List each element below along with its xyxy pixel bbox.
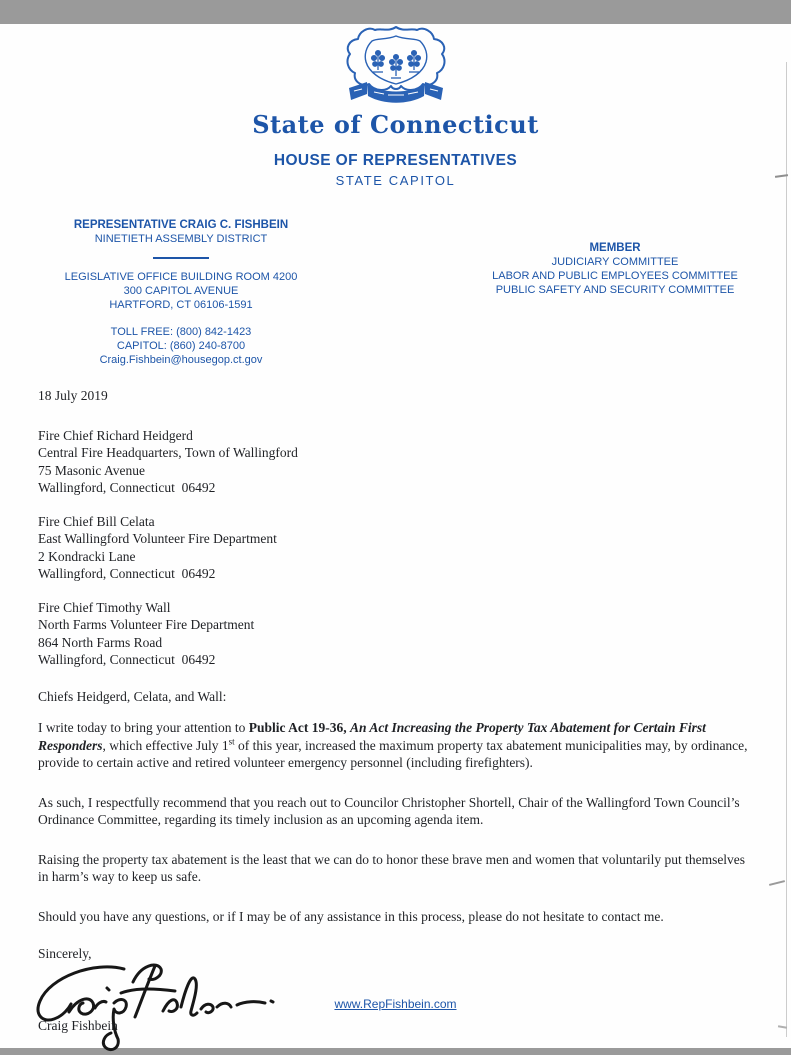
office-address-line: 300 CAPITOL AVENUE <box>123 285 239 297</box>
scan-edge-line <box>786 62 787 1037</box>
recipient-line: Wallingford, Connecticut 06492 <box>38 480 216 495</box>
committee-block <box>465 218 765 367</box>
recipient-line: 2 Kondracki Lane <box>38 548 136 564</box>
email-address: Craig.Fishbein@housegop.ct.gov <box>99 354 263 366</box>
salutation: Chiefs Heidgerd, Celata, and Wall: <box>38 688 227 704</box>
assembly-district: NINETIETH ASSEMBLY DISTRICT <box>94 233 268 245</box>
recipient-line: Wallingford, Connecticut 06492 <box>38 566 216 581</box>
typed-signature-name: Craig Fishbein <box>38 1017 118 1033</box>
recipient-line: Central Fire Headquarters, Town of Wallingford <box>38 445 298 460</box>
closing: Sincerely, <box>38 946 92 961</box>
phone-line: TOLL FREE: (800) 842-1423 <box>110 326 252 338</box>
scan-mark <box>778 1025 787 1029</box>
paragraph-text: of this year, increased the maximum property tax abatement municipalities may, by ordinance, provide to certain active and retired volunteer emergency personnel (including firefighters). <box>38 737 748 770</box>
recipient-block <box>38 513 755 583</box>
recipient-line: North Farms Volunteer Fire Department <box>38 617 255 632</box>
paragraph-text: I write today to bring your attention to <box>38 720 249 735</box>
representative-block <box>26 218 336 367</box>
scan-mark <box>769 880 785 886</box>
recipient-line: 864 North Farms Road <box>38 634 163 650</box>
paragraph-text: , which effective July 1 <box>102 737 229 753</box>
paragraph-4: Should you have any questions, or if I may be of any assistance in this process, please do not hesitate to contact me. <box>38 908 664 924</box>
member-title: MEMBER <box>589 242 641 254</box>
recipient-block <box>38 427 755 497</box>
office-address-line: LEGISLATIVE OFFICE BUILDING ROOM 4200 <box>64 271 298 283</box>
act-title-bold-italic: An Act Increasing the Property Tax Abatement for Certain First Responders <box>38 720 706 753</box>
recipient-line: Fire Chief Timothy Wall <box>38 599 171 615</box>
phone-line: CAPITOL: (860) 240-8700 <box>116 340 246 352</box>
committee-item: PUBLIC SAFETY AND SECURITY COMMITTEE <box>495 284 735 296</box>
committee-item: LABOR AND PUBLIC EMPLOYEES COMMITTEE <box>492 270 738 282</box>
committee-item: JUDICIARY COMMITTEE <box>551 256 679 268</box>
paragraph-3: Raising the property tax abatement is the least that we can do to honor these brave men and women that voluntarily put themselves in harm’s way to keep us safe. <box>38 851 746 884</box>
recipient-line: East Wallingford Volunteer Fire Department <box>38 531 277 546</box>
connecticut-state-seal <box>340 24 452 108</box>
ordinal-superscript: st <box>228 736 235 746</box>
representative-name: REPRESENTATIVE CRAIG C. FISHBEIN <box>73 219 289 231</box>
org-line-capitol: STATE CAPITOL <box>335 173 456 188</box>
state-seal-graphic <box>340 24 452 108</box>
recipient-line: Wallingford, Connecticut 06492 <box>38 652 216 667</box>
scanned-letter-page <box>0 24 791 1048</box>
recipient-line: Fire Chief Bill Celata <box>38 513 155 529</box>
letter-body <box>38 387 755 1041</box>
office-address-line: HARTFORD, CT 06106-1591 <box>109 299 253 311</box>
paragraph-2: As such, I respectfully recommend that you reach out to Councilor Christopher Shortell, Chair of the Wallingford Town Council’s Ordinance Committee, regarding its timely inclusion as an upcoming agenda item. <box>38 794 740 827</box>
motto-ribbon <box>349 82 443 103</box>
recipient-block <box>38 599 755 669</box>
website-url: www.RepFishbein.com <box>334 997 457 1011</box>
public-act-bold: Public Act 19-36, <box>248 720 350 735</box>
state-title: State of Connecticut <box>252 110 539 139</box>
recipient-line: Fire Chief Richard Heidgerd <box>38 427 193 443</box>
org-line-house: HOUSE OF REPRESENTATIVES <box>273 152 518 169</box>
divider-rule <box>153 257 209 259</box>
letterhead-columns <box>0 218 791 367</box>
recipient-line: 75 Masonic Avenue <box>38 462 145 478</box>
letter-date: 18 July 2019 <box>38 388 108 403</box>
paragraph-1 <box>38 719 755 772</box>
